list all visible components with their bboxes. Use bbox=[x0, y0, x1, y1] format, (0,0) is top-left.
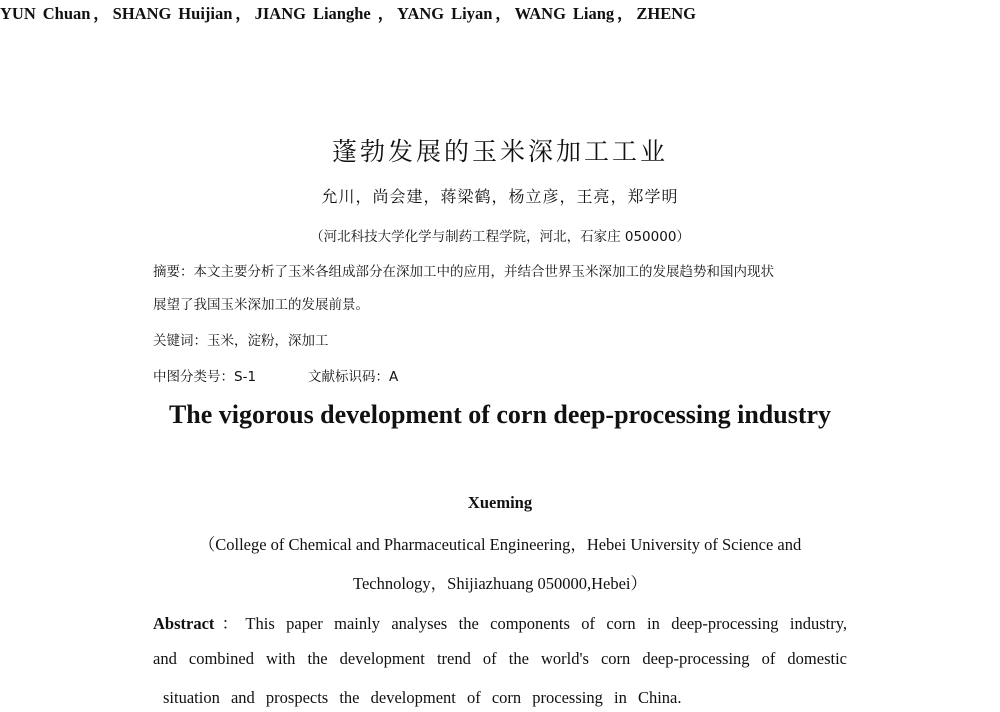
classification-row bbox=[153, 365, 398, 385]
chinese-abstract-line-2: 展望了我国玉米深加工的发展前景。 bbox=[153, 297, 369, 313]
abstract-label: Abstract bbox=[153, 614, 215, 633]
chinese-abstract-line-1: 摘要：本文主要分析了玉米各组成部分在深加工中的应用，并结合世界玉米深加工的发展趋势和国内现状 bbox=[153, 264, 774, 280]
english-title: The vigorous development of corn deep-processing industry bbox=[168, 400, 832, 429]
chinese-title: 蓬勃发展的玉米深加工工业 bbox=[331, 137, 668, 166]
english-authors-line-2: Xueming bbox=[467, 493, 533, 512]
english-authors-line-1: YUN Chuan，SHANG Huijian，JIANG Lianghe ，YANG Liyan，WANG Liang，ZHENG bbox=[0, 4, 696, 23]
document-code: 文献标识码：A bbox=[308, 369, 399, 385]
classification-number: 中图分类号：S-1 bbox=[153, 369, 257, 385]
english-affiliation-line-2: Technology，Shijiazhuang 050000,Hebei） bbox=[353, 574, 647, 593]
chinese-affiliation: （河北科技大学化学与制药工程学院，河北，石家庄 050000） bbox=[310, 229, 690, 245]
chinese-keywords: 关键词：玉米，淀粉，深加工 bbox=[153, 333, 329, 349]
english-abstract-line-2: and combined with the development trend of the world's corn deep-processing of domestic bbox=[153, 649, 847, 668]
english-abstract-text-1: ：This paper mainly analyses the components of corn in deep-processing industry, bbox=[214, 614, 847, 633]
english-affiliation-line-1: （College of Chemical and Pharmaceutical Engineering，Hebei University of Science and bbox=[198, 535, 802, 554]
chinese-authors: 允川，尚会建，蒋梁鹤，杨立彦，王亮，郑学明 bbox=[321, 187, 679, 206]
english-abstract-line-3: situation and prospects the development of corn processing in China. bbox=[163, 688, 682, 707]
english-abstract-line-1 bbox=[153, 610, 847, 634]
